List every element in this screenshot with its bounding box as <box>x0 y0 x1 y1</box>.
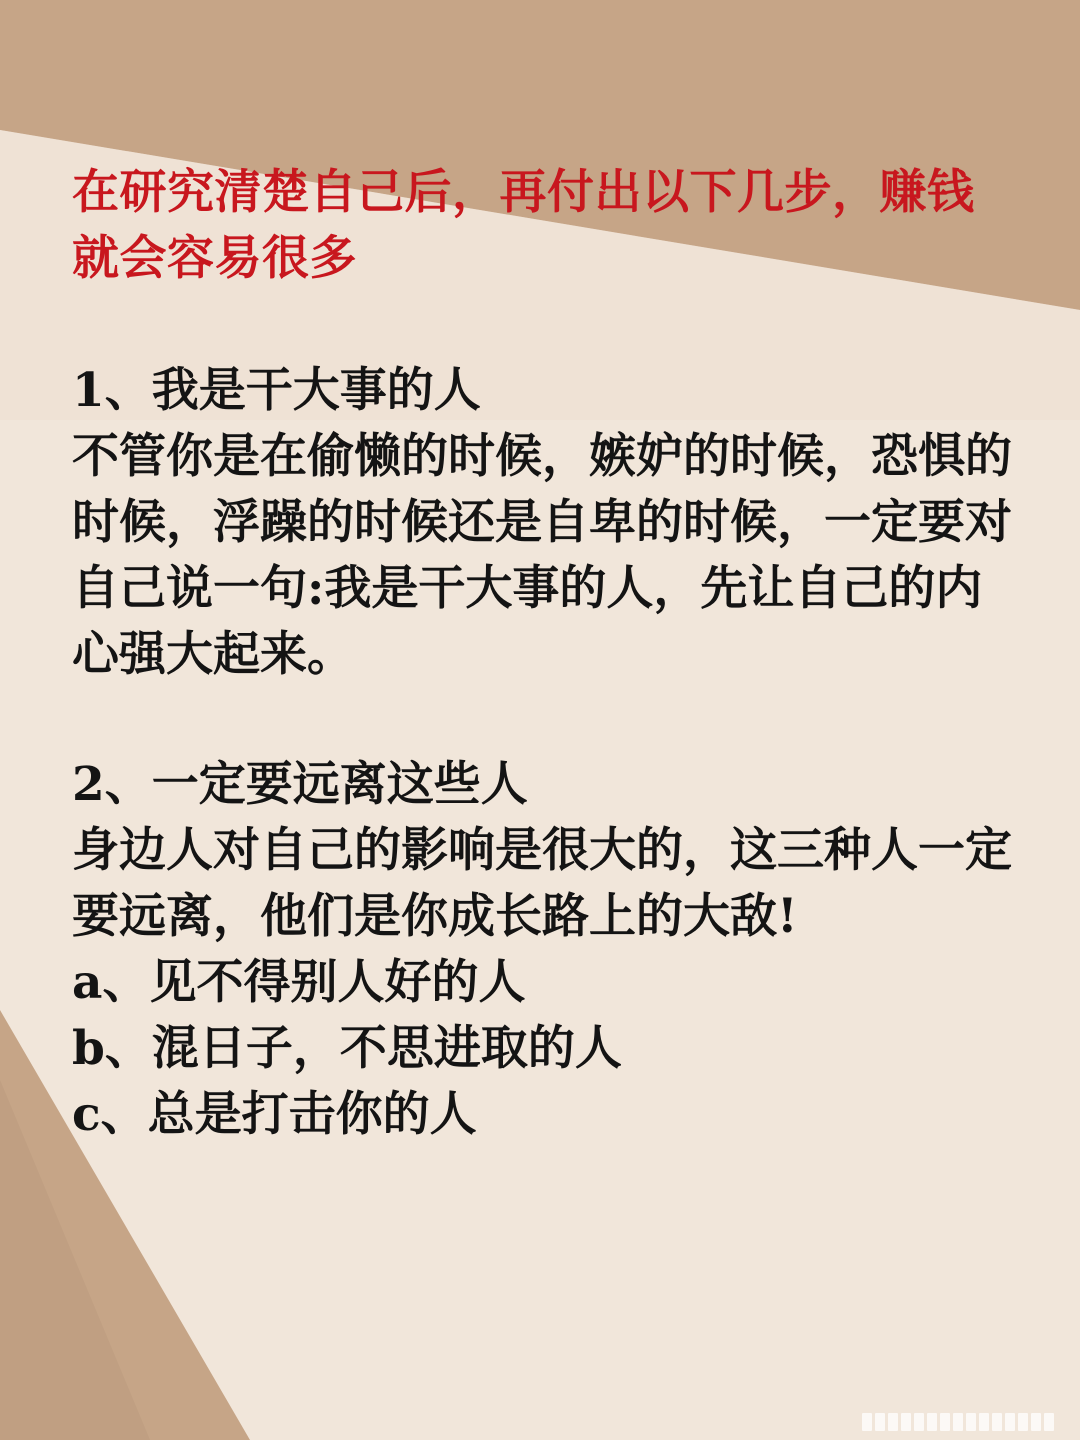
section-2-heading: 2、一定要远离这些人 <box>72 757 528 812</box>
watermark-logo <box>862 1412 1054 1432</box>
section-2 <box>72 752 1012 1148</box>
list-item-c: c、总是打击你的人 <box>72 1087 477 1142</box>
post-title: 在研究清楚自己后，再付出以下几步，赚钱就会容易很多 <box>72 165 975 286</box>
section-1-body: 不管你是在偷懒的时候，嫉妒的时候，恐惧的时候，浮躁的时候还是自卑的时候，一定要对自己说一句:我是干大事的人，先让自己的内心强大起来。 <box>72 429 1012 682</box>
section-1-heading: 1、我是干大事的人 <box>72 363 481 418</box>
section-1 <box>72 358 1012 688</box>
section-2-body: 身边人对自己的影响是很大的，这三种人一定要远离，他们是你成长路上的大敌! <box>72 823 1012 944</box>
list-item-a: a、见不得别人好的人 <box>72 955 526 1010</box>
list-item-b: b、混日子，不思进取的人 <box>72 1021 622 1076</box>
